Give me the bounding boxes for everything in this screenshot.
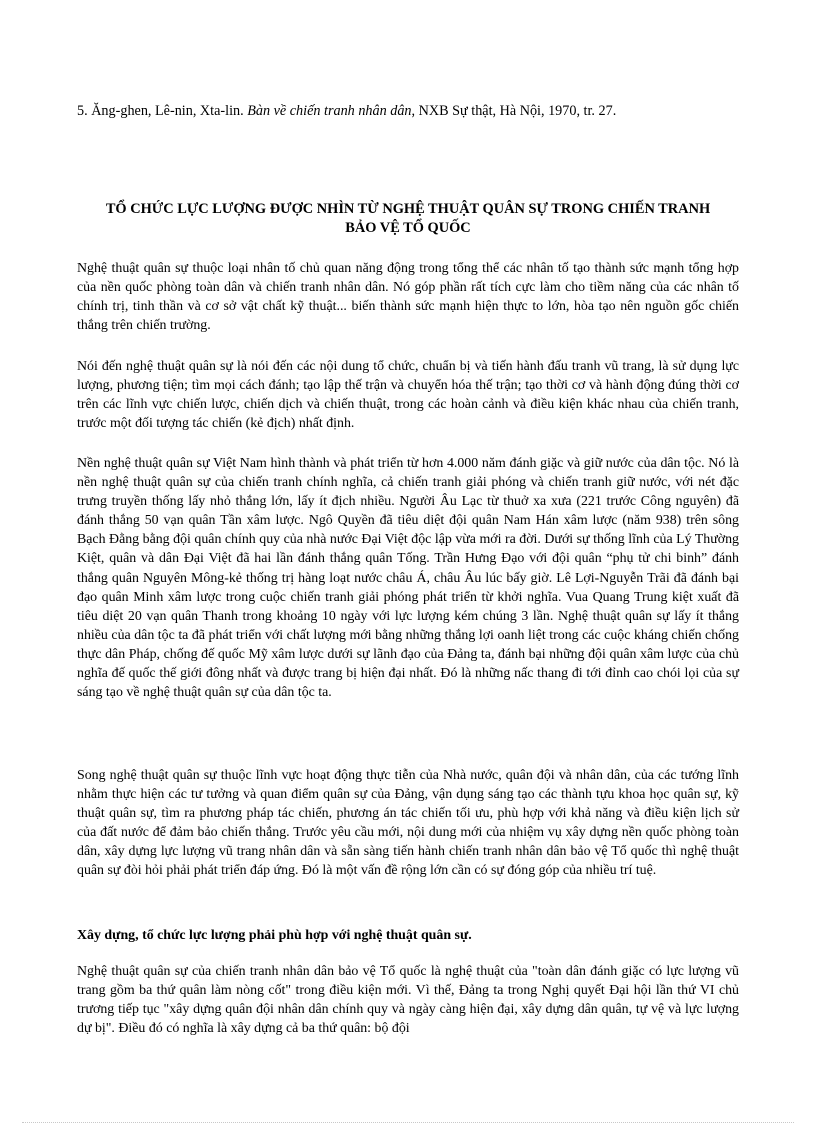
paragraph-requirements: Song nghệ thuật quân sự thuộc lĩnh vực hoạt động thực tiễn của Nhà nước, quân đội và nhân dân, của các tướng lĩnh nhằm thực hiện các tư tưởng và quan điểm quân sự của Đảng, vận dụng sáng tạo các thành tựu khoa học quân sự, kỹ thuật quân sự, tìm ra phương pháp tác chiến, phương án tác chiến tối ưu, phù hợp với khả năng và điều kiện lịch sử của đất nước để đảm bảo chiến thắng. Trước yêu cầu mới, nội dung mới của nhiệm vụ xây dựng nền quốc phòng toàn dân, xây dựng lực lượng vũ trang nhân dân và sẵn sàng tiến hành chiến tranh nhân dân bảo vệ Tổ quốc thì nghệ thuật quân sự đòi hỏi phải phát triển đáp ứng. Đó là một vấn đề rộng lớn cần có sự đóng góp của nhiều trí tuệ. xyxy=(77,768,739,879)
paragraph-closing: Nghệ thuật quân sự của chiến tranh nhân dân bảo vệ Tổ quốc là nghệ thuật của "toàn dân đánh giặc có lực lượng vũ trang gồm ba thứ quân làm nòng cốt" trong điều kiện mới. Vì thế, Đảng ta trong Nghị quyết Đại hội lần thứ VI chủ trương tiếp tục "xây dựng quân đội nhân dân chính quy và ngày càng hiện đại, xây dựng dân quân, tự vệ và lực lượng dự bị". Điều đó có nghĩa là xây dựng cả ba thứ quân: bộ đội xyxy=(77,964,739,1037)
paragraph-history: Nền nghệ thuật quân sự Việt Nam hình thành và phát triển từ hơn 4.000 năm đánh giặc và giữ nước của dân tộc. Nó là nền nghệ thuật quân sự của chiến tranh chính nghĩa, cả chiến tranh giải phóng và chiến tranh giữ nước, với nét đặc trưng truyền thống lấy nhỏ thắng lớn, lấy ít địch nhiều. Người Âu Lạc từ thuở xa xưa (221 trước Công nguyên) đã đánh thắng 50 vạn quân Tần xâm lược. Ngô Quyền đã tiêu diệt đội quân Nam Hán xâm lược (năm 938) trên sông Bạch Đằng bằng đội quân chính quy của nhà nước Đại Việt độc lập vừa mới ra đời. Dưới sự thống lĩnh của Lý Thường Kiệt, quân và dân Đại Việt đã hai lần đánh thắng quân Tống. Trần Hưng Đạo với đội quân “phụ tử chi binh” đánh thắng quân Nguyên Mông-kẻ thống trị hàng loạt nước châu Á, châu Âu lúc bấy giờ. Lê Lợi-Nguyễn Trãi đã đánh bại đạo quân Minh xâm lược trong cuộc chiến tranh giải phóng phát triển từ khởi nghĩa. Vua Quang Trung kiệt xuất đã tiêu diệt 20 vạn quân Thanh trong khoảng 10 ngày với lực lượng kém chúng 3 lần. Nghệ thuật quân sự lấy ít thắng nhiều của dân tộc ta đã phát triển với chất lượng mới bằng những thắng lợi oanh liệt trong các cuộc kháng chiến chống thực dân Pháp, chống đế quốc Mỹ xâm lược dưới sự lãnh đạo của Đảng ta, đánh bại những đội quân xâm lược của chủ nghĩa đế quốc thế giới đông nhất và được trang bị hiện đại nhất. Đó là những nấc thang đi tới đỉnh cao chói lọi của sự sáng tạo về nghệ thuật quân sự của dân tộc ta. xyxy=(77,456,739,701)
paragraph-intro: Nghệ thuật quân sự thuộc loại nhân tố chủ quan năng động trong tổng thể các nhân tố tạo thành sức mạnh tổng hợp của nền quốc phòng toàn dân và chiến tranh nhân dân. Nó góp phần rất tích cực làm cho tiềm năng của các nhân tố chính trị, tinh thần và cơ sở vật chất kỹ thuật... biến thành sức mạnh hiện thực to lớn, hòa tạo nên nguồn gốc chiến thắng trên chiến trường. xyxy=(77,261,739,334)
footnote-book-title: Bàn về chiến tranh nhân dân xyxy=(247,103,412,119)
footnote-publication: , NXB Sự thật, Hà Nội, 1970, tr. 27. xyxy=(411,103,617,119)
section-subheading: Xây dựng, tổ chức lực lượng phải phù hợp với nghệ thuật quân sự. xyxy=(77,928,472,943)
paragraph-definition: Nói đến nghệ thuật quân sự là nói đến các nội dung tổ chức, chuẩn bị và tiến hành đấu tranh vũ trang, là sử dụng lực lượng, phương tiện; tìm mọi cách đánh; tạo lập thế trận và chuyển hóa thế trận; tạo thời cơ và hành động đúng thời cơ trên các lĩnh vực chiến lược, chiến dịch và chiến thuật, trong các hoàn cảnh và điều kiện khác nhau của chiến tranh, trước một đối tượng tác chiến (kẻ địch) nhất định. xyxy=(77,359,739,432)
article-title: TỔ CHỨC LỰC LƯỢNG ĐƯỢC NHÌN TỪ NGHỆ THUẬT QUÂN SỰ TRONG CHIẾN TRANH BẢO VỆ TỔ QUỐC xyxy=(105,201,711,236)
footnote-authors: 5. Ăng-ghen, Lê-nin, Xta-lin. xyxy=(77,103,248,119)
footnote-reference xyxy=(77,102,757,120)
